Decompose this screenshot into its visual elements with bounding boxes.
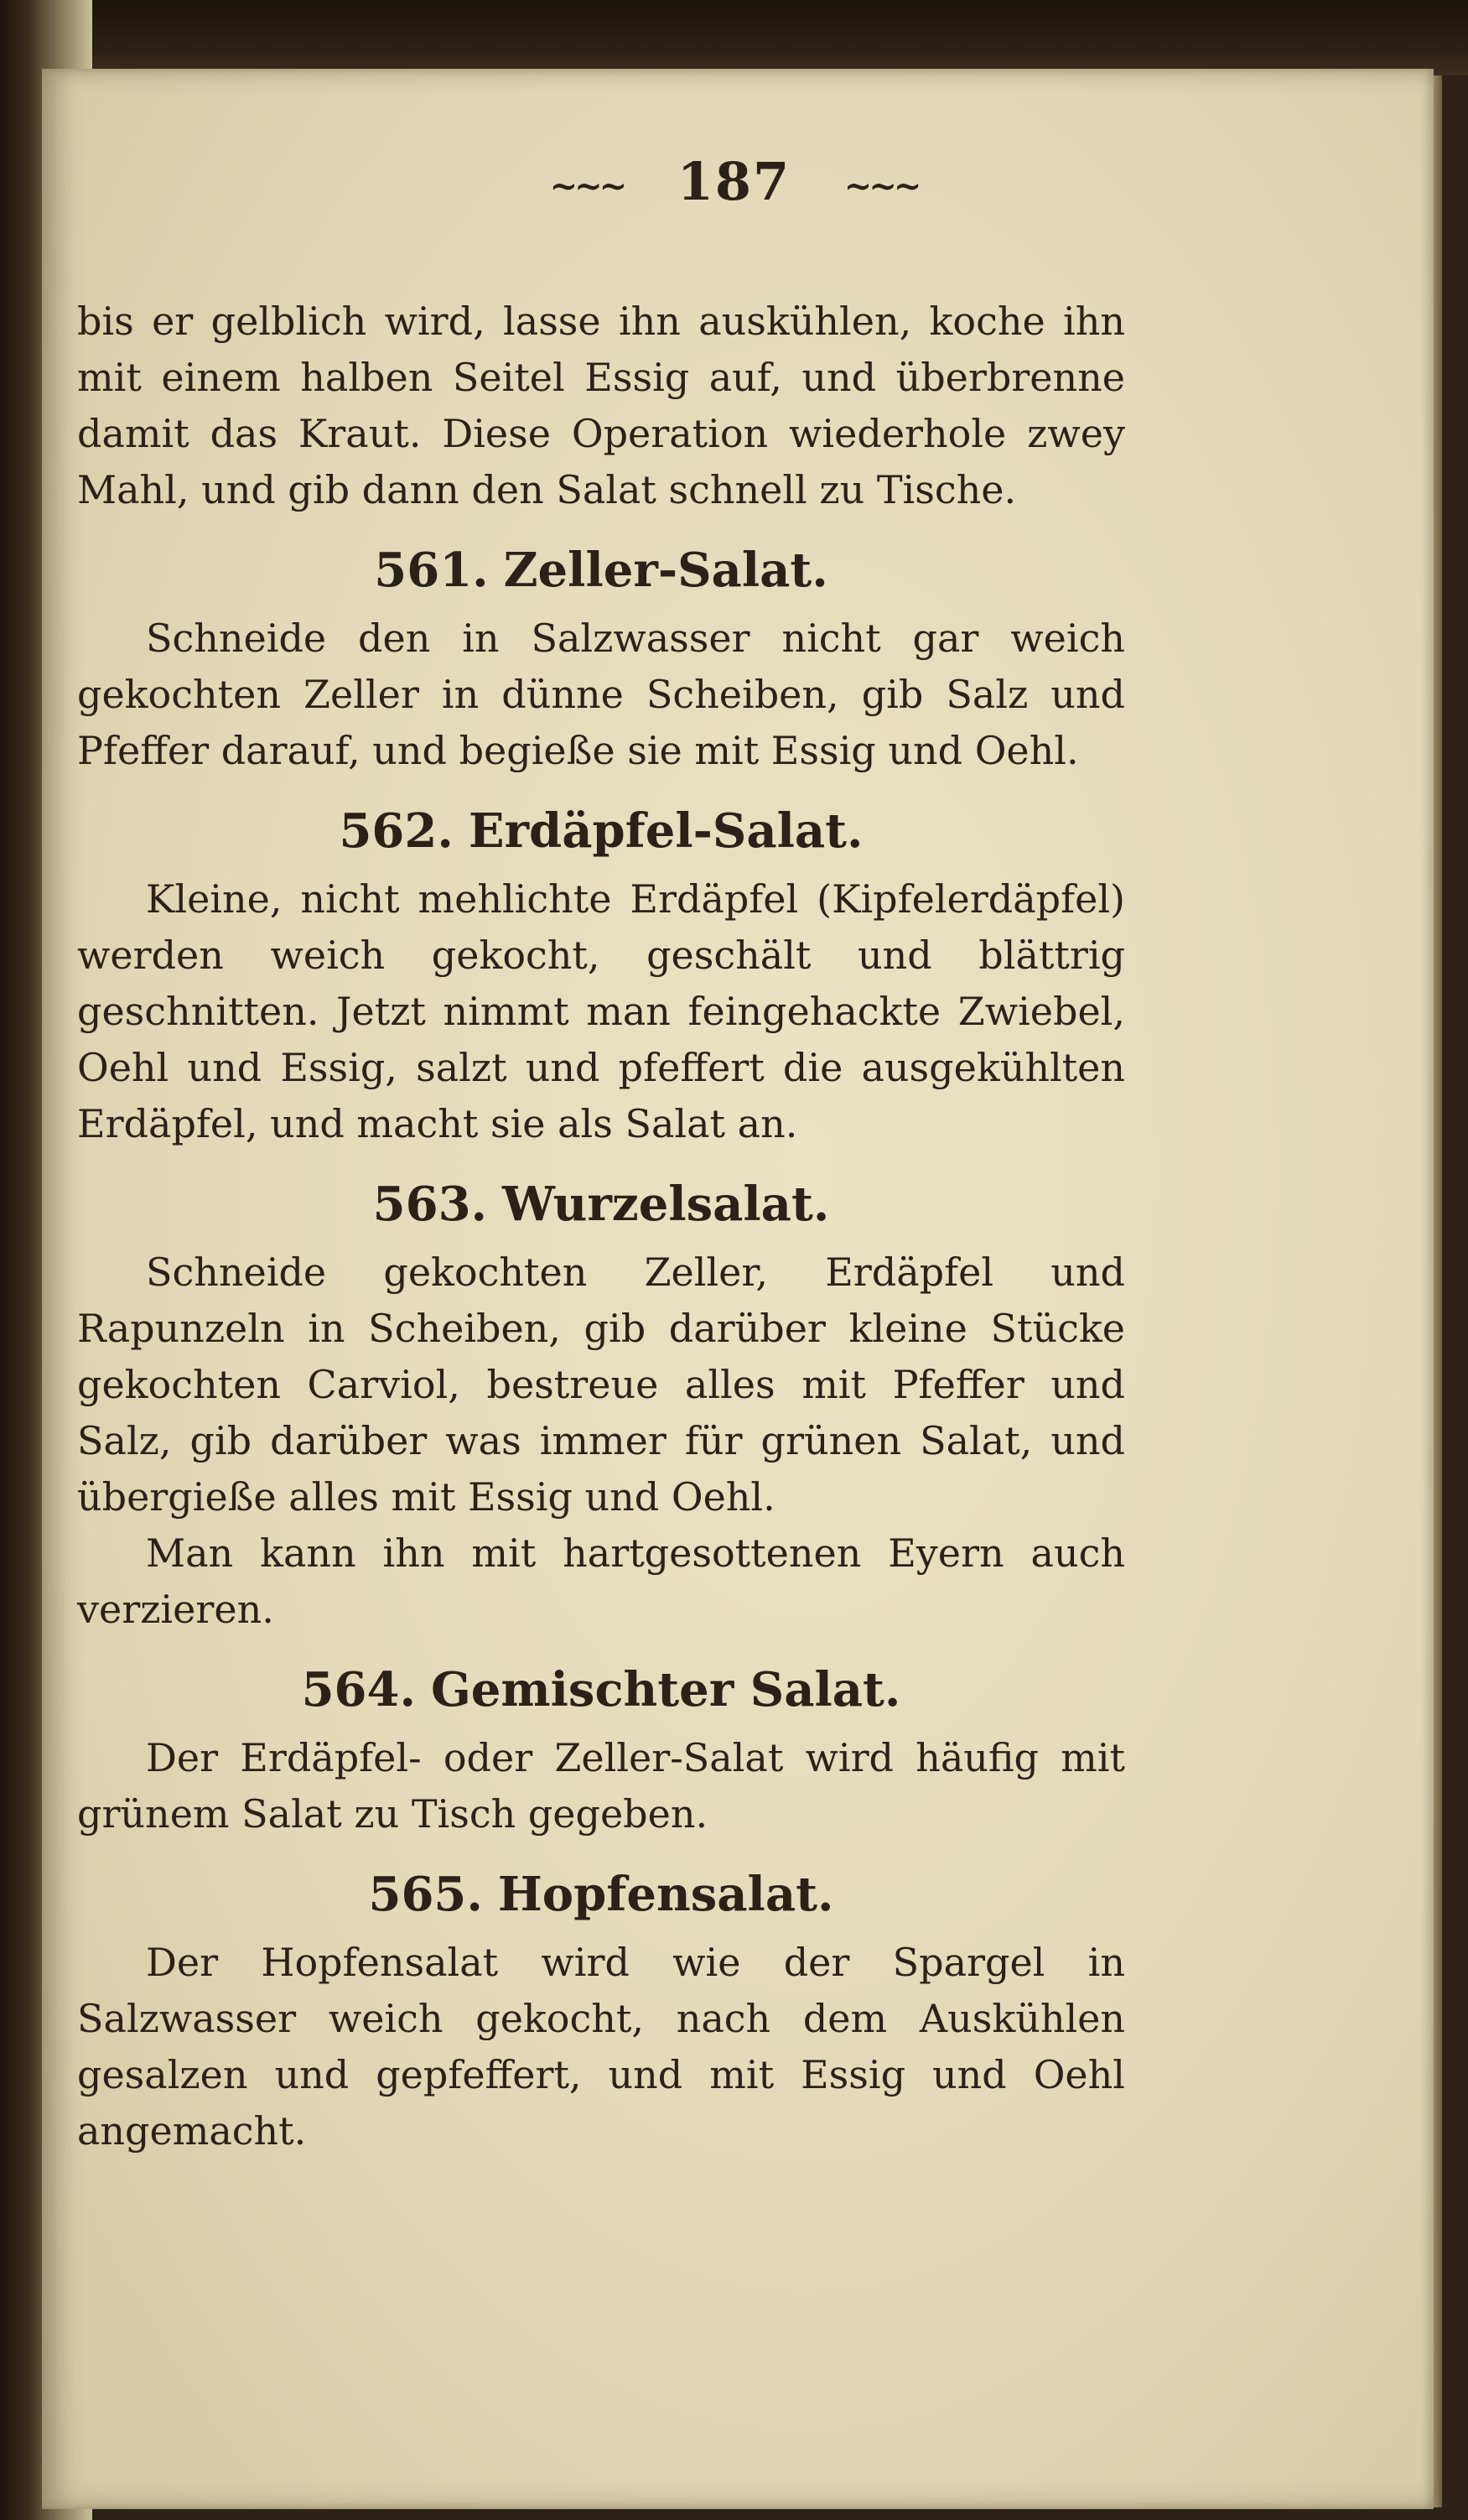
recipe-title: Hopfensalat. [497,1867,834,1922]
recipe-title: Zeller-Salat. [503,543,828,598]
header-ornament-right: ~~~ [843,166,919,206]
recipe-paragraph: Der Hopfensalat wird wie der Spargel in Salzwasser weich gekocht, nach dem Auskühlen gesalzen und gepfeffert, und mit Essig und Oehl angemacht. [77,1940,1125,2154]
recipe-paragraph: Kleine, nicht mehlichte Erdäpfel (Kipfelerdäpfel) werden weich gekocht, geschält und blättrig geschnitten. Jetzt nimmt man feingehackte Zwiebel, Oehl und Essig, salzt und pfeffert die ausgekühlten Erdäpfel, und macht sie als Salat an. [77,876,1125,1146]
recipe-number: 563. [372,1177,488,1232]
recipe-number: 562. [339,803,454,859]
recipe-heading-561 [77,540,1125,600]
recipe-title: Gemischter Salat. [430,1662,901,1717]
recipe-title: Erdäpfel-Salat. [468,803,864,859]
recipe-heading-562 [77,801,1125,861]
recipe-heading-564 [77,1660,1125,1720]
recipe-number: 561. [374,543,489,598]
recipe-title: Wurzelsalat. [502,1177,830,1232]
recipe-paragraph: Man kann ihn mit hartgesottenen Eyern auch verzieren. [77,1530,1125,1632]
page-header [0,151,1468,212]
recipe-paragraph: Der Erdäpfel- oder Zeller-Salat wird häufig mit grünem Salat zu Tisch gegeben. [77,1735,1125,1837]
page-number: 187 [677,151,791,212]
recipe-heading-563 [77,1174,1125,1234]
recipe-paragraph: Schneide den in Salzwasser nicht gar weich gekochten Zeller in dünne Scheiben, gib Salz und Pfeffer darauf, und begieße sie mit Essig und Oehl. [77,616,1125,773]
intro-paragraph: bis er gelblich wird, lasse ihn auskühlen, koche ihn mit einem halben Seitel Essig auf, und überbrenne damit das Kraut. Diese Operation wiederhole zwey Mahl, und gib dann den Salat schnell zu Tische. [77,299,1125,512]
recipe-paragraph: Schneide gekochten Zeller, Erdäpfel und Rapunzeln in Scheiben, gib darüber kleine Stücke gekochten Carviol, bestreue alles mit Pfeffer und Salz, gib darüber was immer für grünen Salat, und übergieße alles mit Essig und Oehl. [77,1250,1125,1520]
header-ornament-left: ~~~ [549,166,625,206]
page-text [77,294,1125,2159]
book-top-edge [0,0,1468,75]
recipe-number: 565. [368,1867,483,1922]
recipe-number: 564. [301,1662,416,1717]
recipe-heading-565 [77,1864,1125,1925]
